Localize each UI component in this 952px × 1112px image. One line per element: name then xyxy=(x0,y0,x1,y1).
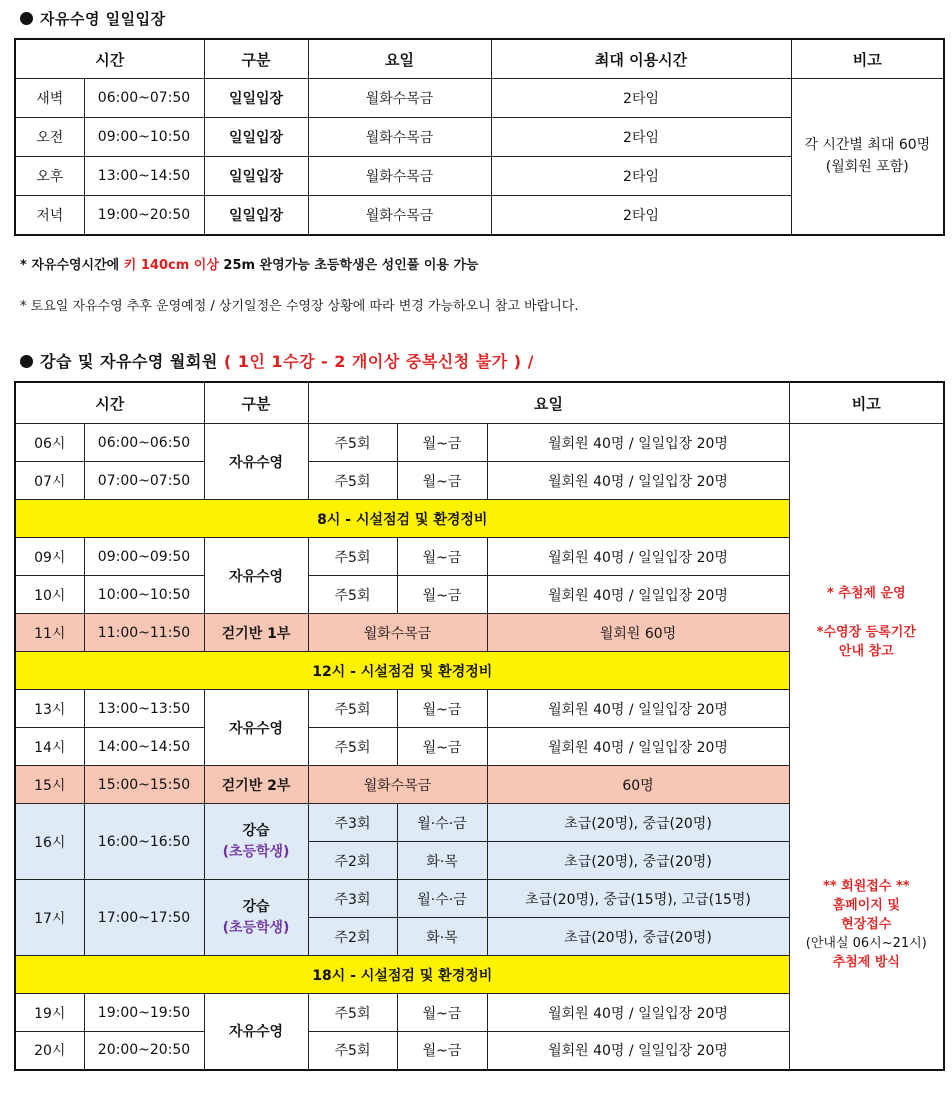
time-cell: 15:00~15:50 xyxy=(84,766,204,804)
header-time: 시간 xyxy=(15,382,204,424)
days-cell: 월·수·금 xyxy=(397,880,487,918)
capacity-cell: 초급(20명), 중급(20명) xyxy=(487,842,789,880)
time-cell: 09:00~10:50 xyxy=(84,118,204,157)
hour-cell: 13시 xyxy=(15,690,84,728)
hour-cell: 17시 xyxy=(15,880,84,956)
days-cell: 월~금 xyxy=(397,424,487,462)
freq-cell: 주5회 xyxy=(308,690,397,728)
days-cell: 월화수목금 xyxy=(308,614,487,652)
hour-cell: 06시 xyxy=(15,424,84,462)
bullet-icon xyxy=(20,12,33,25)
time-cell: 06:00~07:50 xyxy=(84,79,204,118)
capacity-cell: 월회원 40명 / 일일입장 20명 xyxy=(487,994,789,1032)
type-cell: 일일입장 xyxy=(204,79,308,118)
days-cell: 월화수목금 xyxy=(308,79,491,118)
remark-signup: 추첨제 방식 xyxy=(832,955,900,970)
remark-cell xyxy=(791,79,944,235)
days-cell: 월~금 xyxy=(397,690,487,728)
max-cell: 2타임 xyxy=(491,118,791,157)
days-cell: 화·목 xyxy=(397,842,487,880)
capacity-cell: 월회원 40명 / 일일입장 20명 xyxy=(487,424,789,462)
time-cell: 19:00~20:50 xyxy=(84,196,204,235)
remark-signup: 현장접수 xyxy=(841,917,892,932)
maintenance-cell: 18시 - 시설점검 및 환경정비 xyxy=(15,956,789,994)
capacity-cell: 초급(20명), 중급(20명) xyxy=(487,804,789,842)
daily-entry-table xyxy=(14,38,945,236)
period-cell: 오전 xyxy=(15,118,84,157)
days-cell: 월화수목금 xyxy=(308,157,491,196)
time-cell: 09:00~09:50 xyxy=(84,538,204,576)
maintenance-cell: 12시 - 시설점검 및 환경정비 xyxy=(15,652,789,690)
monthly-member-table xyxy=(14,381,945,1071)
days-cell: 월~금 xyxy=(397,728,487,766)
remark-signup: (안내실 06시~21시) xyxy=(805,936,927,951)
hour-cell: 14시 xyxy=(15,728,84,766)
capacity-cell: 초급(20명), 중급(20명) xyxy=(487,918,789,956)
capacity-cell: 월회원 40명 / 일일입장 20명 xyxy=(487,576,789,614)
days-cell: 월~금 xyxy=(397,576,487,614)
type-cell: 강습 (초등학생) xyxy=(204,880,308,956)
freq-cell: 주2회 xyxy=(308,918,397,956)
freq-cell: 주5회 xyxy=(308,462,397,500)
max-cell: 2타임 xyxy=(491,79,791,118)
freq-cell: 주5회 xyxy=(308,538,397,576)
days-cell: 월화수목금 xyxy=(308,766,487,804)
hour-cell: 11시 xyxy=(15,614,84,652)
header-remark: 비고 xyxy=(791,39,944,79)
table-row xyxy=(15,424,944,462)
header-time: 시간 xyxy=(15,39,204,79)
capacity-cell: 초급(20명), 중급(15명), 고급(15명) xyxy=(487,880,789,918)
freq-cell: 주3회 xyxy=(308,880,397,918)
days-cell: 월~금 xyxy=(397,1032,487,1070)
type-cell: 일일입장 xyxy=(204,196,308,235)
hour-cell: 19시 xyxy=(15,994,84,1032)
time-cell: 19:00~19:50 xyxy=(84,994,204,1032)
max-cell: 2타임 xyxy=(491,196,791,235)
time-cell: 17:00~17:50 xyxy=(84,880,204,956)
freq-cell: 주5회 xyxy=(308,1032,397,1070)
hour-cell: 07시 xyxy=(15,462,84,500)
header-max: 최대 이용시간 xyxy=(491,39,791,79)
hour-cell: 20시 xyxy=(15,1032,84,1070)
period-cell: 새벽 xyxy=(15,79,84,118)
note-height-rule: * 자유수영시간에 키 140cm 이상 25m 완영가능 초등학생은 성인풀 이용 가능 xyxy=(20,258,479,273)
hour-cell: 15시 xyxy=(15,766,84,804)
capacity-cell: 월회원 60명 xyxy=(487,614,789,652)
remark-signup: 홈페이지 및 xyxy=(832,898,900,913)
remark-registration: *수영장 등록기간 xyxy=(816,625,916,640)
freq-cell: 주5회 xyxy=(308,994,397,1032)
time-cell: 10:00~10:50 xyxy=(84,576,204,614)
time-cell: 13:00~13:50 xyxy=(84,690,204,728)
time-cell: 13:00~14:50 xyxy=(84,157,204,196)
days-cell: 월~금 xyxy=(397,538,487,576)
days-cell: 월화수목금 xyxy=(308,196,491,235)
table-header-row xyxy=(15,39,944,79)
section1-title: 자유수영 일일입장 xyxy=(20,8,166,29)
type-cell: 자유수영 xyxy=(204,424,308,500)
header-type: 구분 xyxy=(204,382,308,424)
remark-signup: ** 회원접수 ** xyxy=(823,879,910,894)
header-remark: 비고 xyxy=(789,382,944,424)
note-saturday: * 토요일 자유수영 추후 운영예정 / 상기일정은 수영장 상황에 따라 변경 가능하오니 참고 바랍니다. xyxy=(20,299,579,314)
type-cell: 걷기반 1부 xyxy=(204,614,308,652)
type-cell: 강습 (초등학생) xyxy=(204,804,308,880)
capacity-cell: 월회원 40명 / 일일입장 20명 xyxy=(487,690,789,728)
remark-cell xyxy=(789,424,944,1070)
time-cell: 20:00~20:50 xyxy=(84,1032,204,1070)
freq-cell: 주2회 xyxy=(308,842,397,880)
capacity-cell: 월회원 40명 / 일일입장 20명 xyxy=(487,728,789,766)
capacity-cell: 60명 xyxy=(487,766,789,804)
freq-cell: 주5회 xyxy=(308,576,397,614)
max-cell: 2타임 xyxy=(491,157,791,196)
header-days: 요일 xyxy=(308,382,789,424)
type-cell: 일일입장 xyxy=(204,118,308,157)
hour-cell: 09시 xyxy=(15,538,84,576)
period-cell: 오후 xyxy=(15,157,84,196)
type-cell: 자유수영 xyxy=(204,690,308,766)
days-cell: 월~금 xyxy=(397,462,487,500)
hour-cell: 10시 xyxy=(15,576,84,614)
header-type: 구분 xyxy=(204,39,308,79)
bullet-icon xyxy=(20,355,33,368)
period-cell: 저녁 xyxy=(15,196,84,235)
freq-cell: 주5회 xyxy=(308,728,397,766)
days-cell: 월~금 xyxy=(397,994,487,1032)
time-cell: 06:00~06:50 xyxy=(84,424,204,462)
maintenance-cell: 8시 - 시설점검 및 환경정비 xyxy=(15,500,789,538)
freq-cell: 주3회 xyxy=(308,804,397,842)
time-cell: 11:00~11:50 xyxy=(84,614,204,652)
capacity-cell: 월회원 40명 / 일일입장 20명 xyxy=(487,462,789,500)
remark-line: (월회원 포함) xyxy=(825,159,909,176)
remark-lottery: * 추첨제 운영 xyxy=(826,586,906,601)
type-cell: 일일입장 xyxy=(204,157,308,196)
table-header-row xyxy=(15,382,944,424)
remark-registration: 안내 참고 xyxy=(838,644,894,659)
time-cell: 07:00~07:50 xyxy=(84,462,204,500)
capacity-cell: 월회원 40명 / 일일입장 20명 xyxy=(487,1032,789,1070)
hour-cell: 16시 xyxy=(15,804,84,880)
days-cell: 월·수·금 xyxy=(397,804,487,842)
header-days: 요일 xyxy=(308,39,491,79)
days-cell: 화·목 xyxy=(397,918,487,956)
table-row xyxy=(15,79,944,118)
section2-title: 강습 및 자유수영 월회원 ( 1인 1수강 - 2 개이상 중복신청 불가 ) / xyxy=(20,349,534,372)
time-cell: 14:00~14:50 xyxy=(84,728,204,766)
days-cell: 월화수목금 xyxy=(308,118,491,157)
type-cell: 자유수영 xyxy=(204,538,308,614)
type-cell: 자유수영 xyxy=(204,994,308,1070)
freq-cell: 주5회 xyxy=(308,424,397,462)
remark-line: 각 시간별 최대 60명 xyxy=(804,137,931,154)
capacity-cell: 월회원 40명 / 일일입장 20명 xyxy=(487,538,789,576)
type-cell: 걷기반 2부 xyxy=(204,766,308,804)
time-cell: 16:00~16:50 xyxy=(84,804,204,880)
